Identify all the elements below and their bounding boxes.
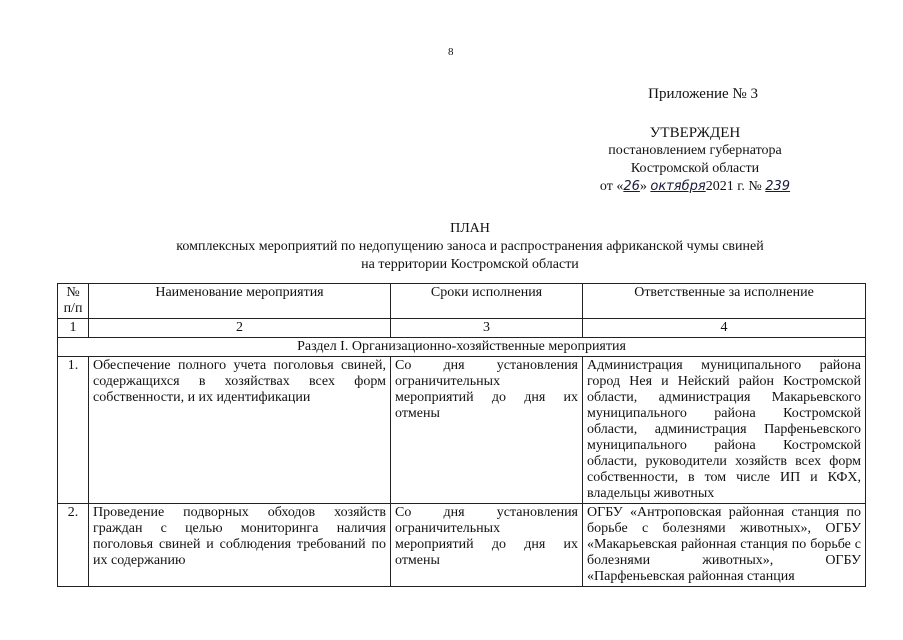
col-number-1: 1 xyxy=(58,319,89,338)
header-num: № п/п xyxy=(58,284,89,319)
approval-line-2: Костромской области xyxy=(630,161,760,176)
date-year: 2021 г. № xyxy=(705,179,766,194)
row-term: Со дня установления ограничительных мероприятий до дня их отмены xyxy=(391,504,583,587)
row-num: 1. xyxy=(58,357,89,504)
row-responsible: ОГБУ «Антроповская районная станция по борьбе с болезнями животных», ОГБУ «Макарьевская районная станция по борьбе с болезнями животных», ОГБУ «Парфеньевская районная станция xyxy=(583,504,866,587)
col-number-2: 2 xyxy=(89,319,391,338)
plan-table xyxy=(57,283,866,587)
table-row xyxy=(58,504,866,587)
plan-title-block xyxy=(120,220,820,274)
date-mid: » xyxy=(639,179,651,194)
handwritten-day: 26 xyxy=(623,179,640,194)
section-title: Раздел I. Организационно-хозяйственные мероприятия xyxy=(58,338,866,357)
handwritten-number: 239 xyxy=(765,179,791,194)
page-number: 8 xyxy=(448,46,454,58)
plan-subtitle-2: на территории Костромской области xyxy=(361,257,579,272)
handwritten-month: октября xyxy=(650,179,706,194)
annex-label: Приложение № 3 xyxy=(648,86,758,102)
row-name: Обеспечение полного учета поголовья свиней, содержащихся в хозяйствах всех форм собственности, и их идентификации xyxy=(89,357,391,504)
header-name: Наименование мероприятия xyxy=(89,284,391,319)
section-row xyxy=(58,338,866,357)
row-name: Проведение подворных обходов хозяйств граждан с целью мониторинга наличия поголовья свиней и соблюдения требований по их содержанию xyxy=(89,504,391,587)
header-row xyxy=(58,284,866,319)
plan-title: ПЛАН xyxy=(450,221,490,236)
date-prefix: от « xyxy=(599,179,624,194)
col-number-4: 4 xyxy=(583,319,866,338)
table-row xyxy=(58,357,866,504)
approval-block xyxy=(560,124,830,196)
approval-title: УТВЕРЖДЕН xyxy=(649,125,741,141)
header-term: Сроки исполнения xyxy=(391,284,583,319)
row-responsible: Администрация муниципального района город Нея и Нейский район Костромской области, администрация Макарьевского муниципального района Костромской области, администрация Парфеньевского муниципального района Костромской области, руководители хозяйств всех форм собственности, в том числе ИП и КФХ, владельцы животных xyxy=(583,357,866,504)
approval-date xyxy=(560,178,830,196)
plan-subtitle-1: комплексных мероприятий по недопущению заноса и распространения африканской чумы свиней xyxy=(176,239,764,254)
column-number-row xyxy=(58,319,866,338)
approval-line-1: постановлением губернатора xyxy=(608,143,782,158)
col-number-3: 3 xyxy=(391,319,583,338)
row-num: 2. xyxy=(58,504,89,587)
row-term: Со дня установления ограничительных мероприятий до дня их отмены xyxy=(391,357,583,504)
header-responsible: Ответственные за исполнение xyxy=(583,284,866,319)
